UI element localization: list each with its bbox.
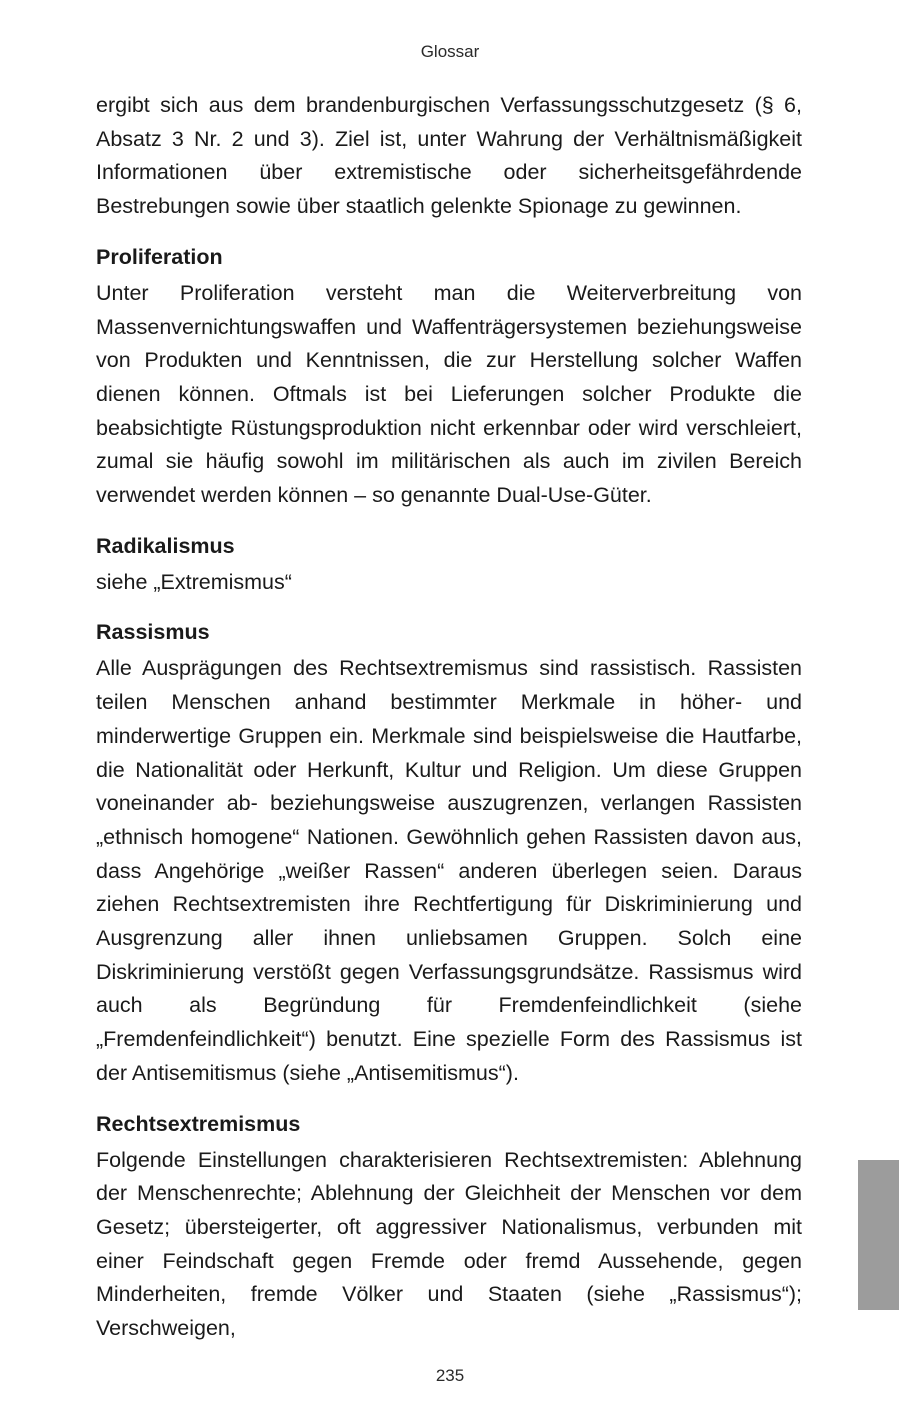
glossary-entry-rechtsextremismus (96, 1109, 802, 1346)
glossary-entry-proliferation (96, 242, 802, 513)
glossary-entry-radikalismus (96, 531, 802, 600)
entry-term: Proliferation (96, 244, 223, 269)
intro-paragraph: ergibt sich aus dem brandenburgischen Verfassungsschutzgesetz (§ 6, Absatz 3 Nr. 2 und 3). Ziel ist, unter Wahrung der Verhältnismäßigkeit Informationen über extremistische oder sicherheitsgefährdende Bestrebungen sowie über staatlich gelenkte Spionage zu gewinnen. (96, 93, 802, 219)
entry-term: Rassismus (96, 620, 210, 645)
entry-term: Radikalismus (96, 533, 235, 558)
page-number: 235 (435, 1366, 465, 1385)
entry-definition: siehe „Extremismus“ (96, 569, 292, 594)
glossary-content (96, 89, 802, 1346)
entry-term: Rechtsextremismus (96, 1111, 301, 1136)
entry-definition: Alle Ausprägungen des Rechtsextremismus sind rassistisch. Rassisten teilen Menschen anhand bestimmter Merkmale in höher- und minderwertige Gruppen ein. Merkmale sind beispielsweise die Hautfarbe, die Nationalität oder Herkunft, Kultur und Religion. Um diese Gruppen voneinander ab- beziehungsweise auszugrenzen, verlangen Rassisten „ethnisch homogene“ Nationen. Gewöhnlich gehen Rassisten davon aus, dass Angehörige „weißer Rassen“ anderen überlegen seien. Daraus ziehen Rechtsextremisten ihre Rechtfertigung für Diskriminierung und Ausgrenzung aller ihnen unliebsamen Gruppen. Solch eine Diskriminierung verstößt gegen Verfassungsgrundsätze. Rassismus wird auch als Begründung für Fremdenfeindlichkeit (siehe „Fremdenfeindlichkeit“) benutzt. Eine spezielle Form des Rassismus ist der Antisemitismus (siehe „Antisemitismus“). (96, 656, 802, 1085)
running-header: Glossar (420, 42, 480, 61)
glossary-entry-rassismus (96, 617, 802, 1090)
thumb-index-tab (858, 1160, 899, 1310)
entry-definition: Folgende Einstellungen charakterisieren Rechtsextremisten: Ablehnung der Menschenrechte; Ablehnung der Gleichheit der Menschen vor dem Gesetz; übersteigerter, oft aggressiver Nationalismus, verbunden mit einer Feindschaft gegen Fremde oder fremd Aussehende, gegen Minderheiten, fremde Völker und Staaten (siehe „Rassismus“); Verschweigen, (96, 1147, 802, 1341)
entry-definition: Unter Proliferation versteht man die Weiterverbreitung von Massenvernichtungswaffen und Waffenträgersystemen beziehungsweise von Produkten und Kenntnissen, die zur Herstellung solcher Waffen dienen können. Oftmals ist bei Lieferungen solcher Produkte die beabsichtigte Rüstungsproduktion nicht erkennbar oder wird verschleiert, zumal sie häufig sowohl im militärischen als auch im zivilen Bereich verwendet werden können – so genannte Dual-Use-Güter. (96, 280, 802, 508)
